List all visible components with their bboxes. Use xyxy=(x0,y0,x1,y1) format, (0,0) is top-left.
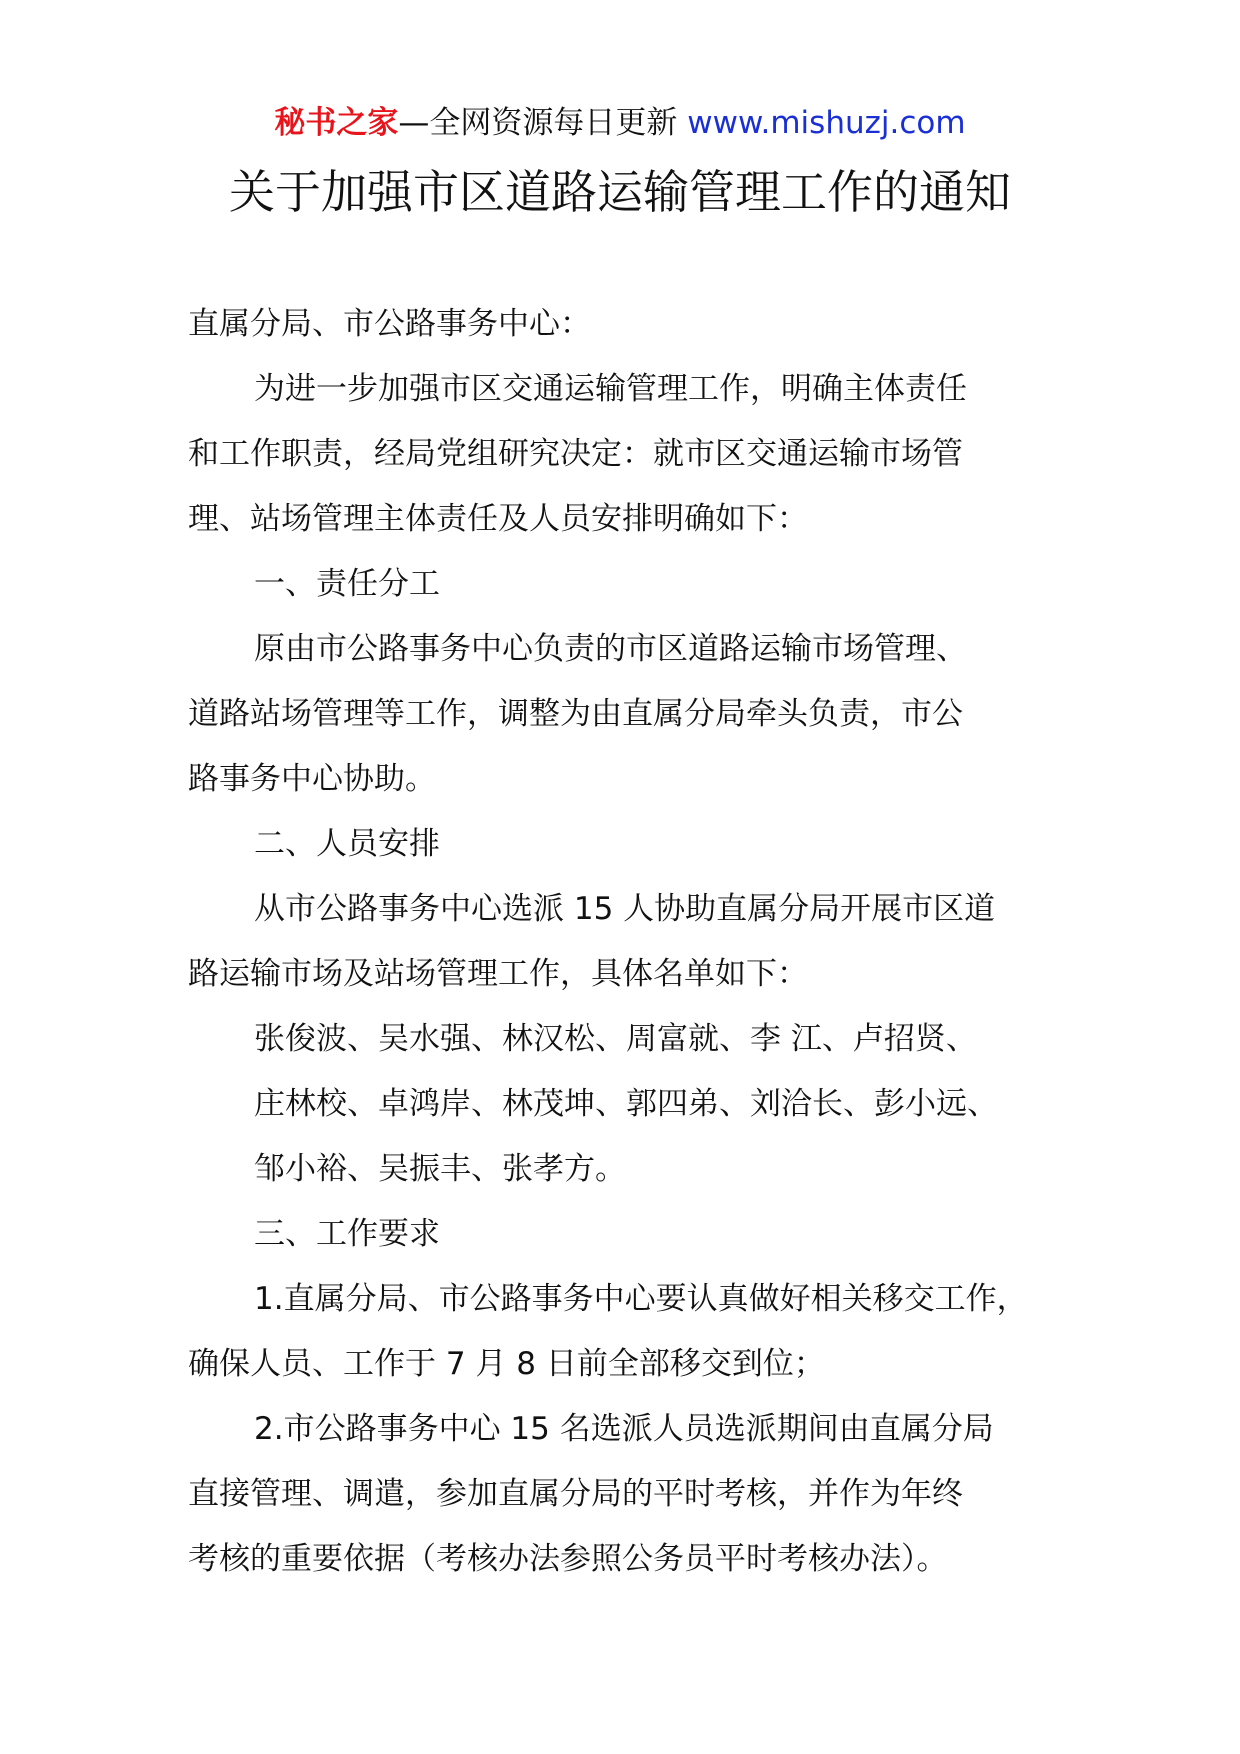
site-brand: 秘书之家 xyxy=(274,105,399,141)
site-url-link[interactable]: www.mishuzj.com xyxy=(687,105,966,141)
paragraph-line: 路运输市场及站场管理工作，具体名单如下： xyxy=(188,956,808,992)
section-heading-responsibility: 一、责任分工 xyxy=(254,566,440,602)
name-list-line: 邹小裕、吴振丰、张孝方。 xyxy=(254,1151,626,1187)
site-slogan: —全网资源每日更新 xyxy=(398,105,688,141)
requirement-line: 2.市公路事务中心 15 名选派人员选派期间由直属分局 xyxy=(254,1411,994,1447)
requirement-line: 直接管理、调遣，参加直属分局的平时考核，并作为年终 xyxy=(188,1476,963,1512)
name-list-line: 庄林校、卓鸿岸、林茂坤、郭四弟、刘洽长、彭小远、 xyxy=(254,1086,998,1122)
section-heading-staffing: 二、人员安排 xyxy=(254,826,440,862)
salutation: 直属分局、市公路事务中心： xyxy=(188,306,591,342)
document-body xyxy=(188,292,1088,1592)
paragraph-line: 从市公路事务中心选派 15 人协助直属分局开展市区道 xyxy=(254,891,996,927)
paragraph-line: 路事务中心协助。 xyxy=(188,761,436,797)
paragraph-line: 理、站场管理主体责任及人员安排明确如下： xyxy=(188,501,808,537)
document-title: 关于加强市区道路运输管理工作的通知 xyxy=(229,165,1011,219)
name-list-line: 张俊波、吴水强、林汉松、周富就、李 江、卢招贤、 xyxy=(254,1021,977,1057)
paragraph-line: 和工作职责，经局党组研究决定：就市区交通运输市场管 xyxy=(188,436,963,472)
paragraph-line: 原由市公路事务中心负责的市区道路运输市场管理、 xyxy=(254,631,967,667)
paragraph-line: 道路站场管理等工作，调整为由直属分局牵头负责，市公 xyxy=(188,696,963,732)
paragraph-line: 为进一步加强市区交通运输管理工作，明确主体责任 xyxy=(254,371,967,407)
requirement-line: 确保人员、工作于 7 月 8 日前全部移交到位； xyxy=(188,1346,825,1382)
requirement-line: 考核的重要依据（考核办法参照公务员平时考核办法）。 xyxy=(188,1541,948,1577)
section-heading-requirements: 三、工作要求 xyxy=(254,1216,440,1252)
requirement-line: 1.直属分局、市公路事务中心要认真做好相关移交工作， xyxy=(254,1281,1028,1317)
site-header xyxy=(0,103,1240,143)
